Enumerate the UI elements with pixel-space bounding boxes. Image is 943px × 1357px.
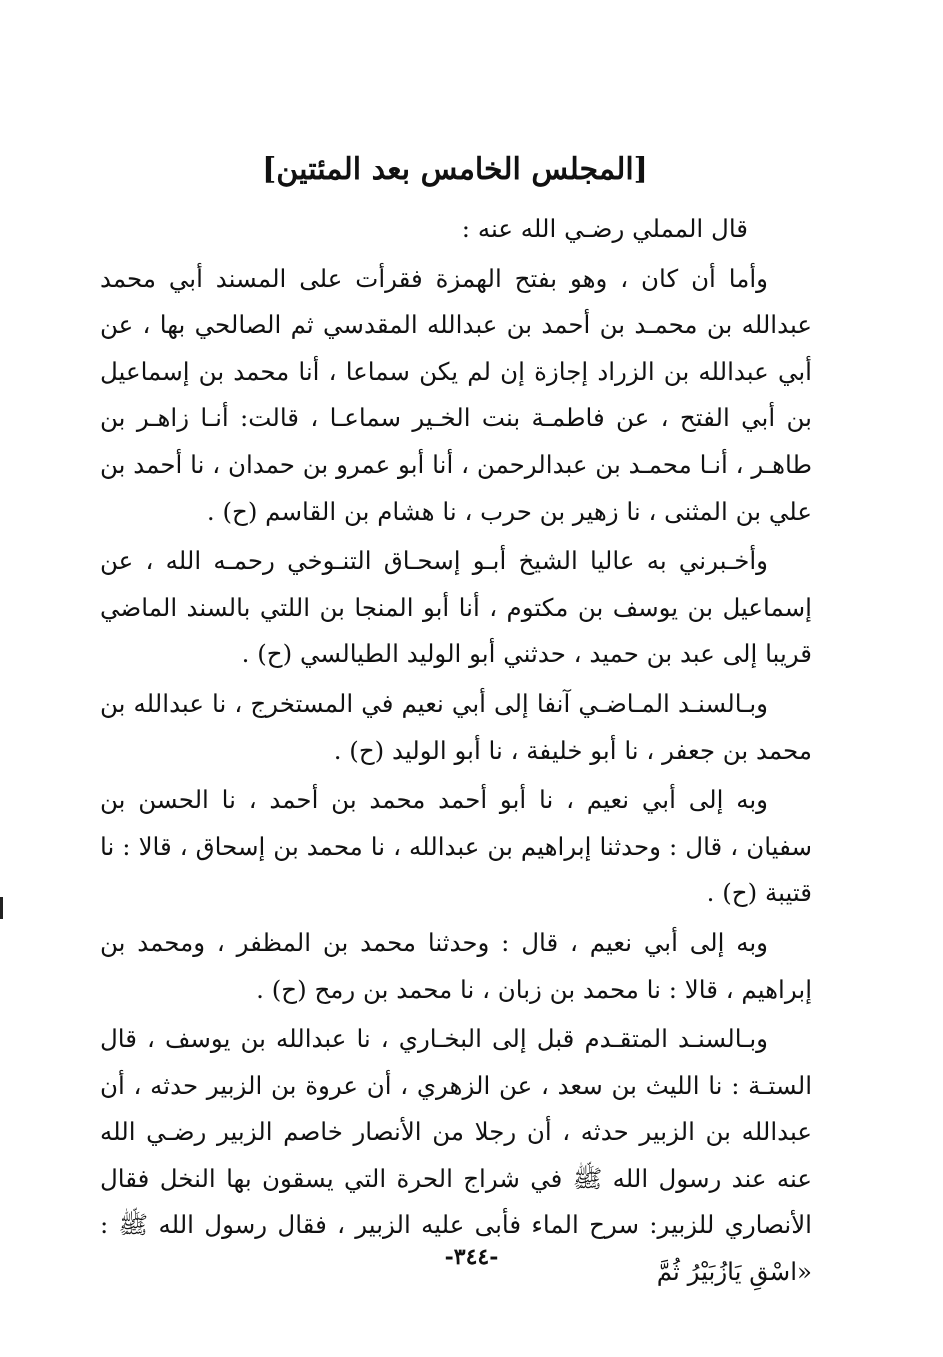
paragraph-isnad-2: وأخـبرني به عاليا الشيخ أبـو إسحـاق التنـوخي رحمـه الله ، عن إسماعيل بن يوسف بن مكتوم ، أنا أبو المنجا بن اللتي بالسند الماضي قريبا إلى عبد بن حميد ، حدثني أبو الوليد الطيالسي (ح) . — [100, 546, 812, 669]
paragraph-isnad-5: وبه إلى أبي نعيم ، قال : وحدثنا محمد بن المظفر ، ومحمد بن إبراهيم ، قالا : نا محمد بن زبان ، نا محمد بن رمح (ح) . — [100, 927, 812, 1004]
section-title: [المجلس الخامس بعد المئتين] — [262, 152, 648, 187]
paragraph-isnad-3: وبـالسنـد المـاضـي آنفا إلى أبي نعيم في المستخرج ، نا عبدالله بن محمد بن جعفر ، نا أبو خليفة ، نا أبو الوليد (ح) . — [100, 688, 812, 765]
paragraph-hadith: وبـالسنـد المتقـدم قبل إلى البخـاري ، نا عبدالله بن يوسف ، قال الستـة : نا الليث بن سعد ، عن الزهري ، أن عروة بن الزبير حدثه ، أن عبدالله بن الزبير حدثه ، أن رجلا من الأنصار خاصم الزبير رضـي الله عنه عند رسول الله ﷺ في شراج الحرة التي يسقون بها النخل فقال الأنصاري للزبير: سرح الماء فأبى عليه الزبير ، فقال رسول الله ﷺ : «اسْقِ يَازُبَيْرُ ثُمَّ — [100, 1024, 812, 1287]
paragraph-isnad-1: وأما أن كان ، وهو بفتح الهمزة فقرأت على المسند أبي محمد عبدالله بن محمـد بن أحمد بن عبدالله المقدسي ثم الصالحي بها ، عن أبي عبدالله بن الزراد إجازة إن لم يكن سماعا ، أنا محمد بن إسماعيل بن أبي الفتح ، عن فاطمـة بنت الخـير سماعـا ، قالت: أنـا زاهـر بن طاهـر ، أنـا محمـد بن عبدالرحمن ، أنا أبو عمرو بن حمدان ، نا أحمد بن علي بن المثنى ، نا زهير بن حرب ، نا هشام بن القاسم (ح) . — [100, 263, 812, 526]
scan-edge-mark — [0, 897, 3, 919]
body-text — [100, 206, 812, 1299]
page-number: -٣٤٤- — [444, 1244, 499, 1270]
paragraph-intro: قال المملي رضـي الله عنه : — [461, 214, 748, 243]
paragraph-isnad-4: وبه إلى أبي نعيم ، نا أبو أحمد محمد بن أحمد ، نا الحسن بن سفيان ، قال : وحدثنا إبراهيم بن عبدالله ، نا محمد بن إسحاق ، قالا : نا قتيبة (ح) . — [100, 785, 812, 908]
